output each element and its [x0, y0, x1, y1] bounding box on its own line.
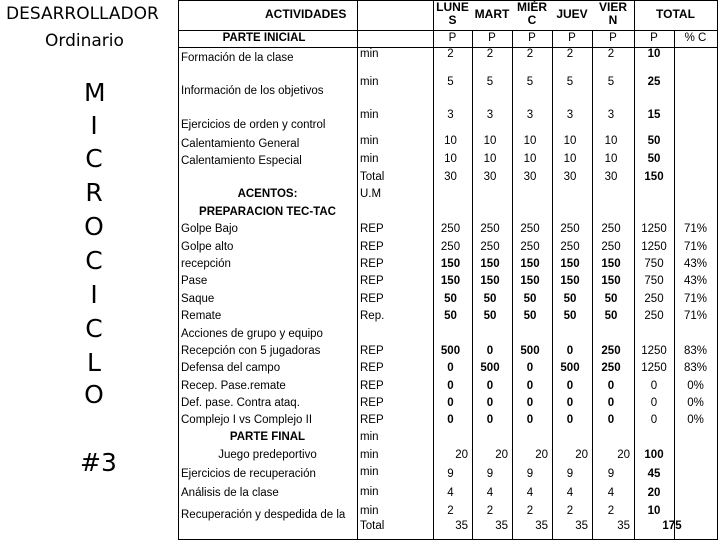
- activity-label: Información de los objetivos: [181, 85, 324, 97]
- day-value: 500: [440, 345, 461, 357]
- day-value: 4: [447, 487, 454, 499]
- day-value: 4: [526, 487, 534, 499]
- p-marker: P: [448, 32, 457, 44]
- unit-label: min: [360, 48, 379, 60]
- day-header: JUEV: [556, 7, 588, 21]
- day-value: 20: [455, 449, 468, 461]
- unit-label: min: [360, 431, 379, 443]
- vertical-letter: M: [84, 78, 106, 107]
- p-marker: P: [528, 32, 536, 44]
- day-value: 10: [604, 153, 618, 165]
- day-value: 4: [486, 487, 494, 499]
- unit-label: REP: [360, 275, 384, 287]
- unit-label: min: [360, 449, 379, 461]
- total-value: 0: [650, 397, 658, 409]
- vertical-letter: R: [85, 178, 103, 207]
- day-value: 5: [486, 76, 494, 88]
- day-value: 5: [607, 76, 615, 88]
- day-value: 250: [601, 223, 621, 235]
- unit-label: min: [360, 109, 379, 121]
- unit-label: REP: [360, 293, 384, 305]
- day-value: 5: [526, 76, 534, 88]
- day-value: 50: [563, 310, 577, 322]
- day-value: 30: [563, 171, 577, 183]
- activity-label: PREPARACION TEC-TAC: [199, 206, 336, 218]
- day-value: 10: [444, 153, 457, 165]
- percent-header: % C: [684, 32, 707, 44]
- day-value: 9: [526, 468, 534, 480]
- day-value: 4: [607, 487, 615, 499]
- activity-label: Análisis de la clase: [181, 487, 279, 499]
- percent-value: 71%: [683, 310, 708, 322]
- unit-label: REP: [360, 362, 384, 374]
- day-value: 0: [526, 362, 534, 374]
- day-value: 20: [495, 449, 508, 461]
- day-value: 150: [480, 258, 500, 270]
- total-value: 100: [644, 449, 664, 461]
- day-value: 250: [560, 241, 580, 253]
- total-value: 1250: [641, 345, 667, 357]
- role-title: DESARROLLADOR: [6, 4, 159, 24]
- unit-label: REP: [360, 223, 384, 235]
- vertical-letter: O: [84, 380, 104, 409]
- day-value: 250: [601, 362, 621, 374]
- day-value: 2: [607, 505, 615, 517]
- day-value: 250: [520, 241, 540, 253]
- actividades-header: ACTIVIDADES: [265, 7, 347, 21]
- p-marker: P: [488, 32, 496, 44]
- day-value: 30: [523, 171, 537, 183]
- day-value: 150: [440, 275, 461, 287]
- activity-label: Recepción con 5 jugadoras: [181, 345, 321, 357]
- day-value: 250: [480, 241, 500, 253]
- total-value: 175: [662, 520, 682, 532]
- grid-vline: [357, 0, 358, 540]
- day-value: 3: [607, 109, 615, 121]
- total-value: 25: [647, 76, 661, 88]
- day-value: 0: [566, 380, 574, 392]
- day-value: 35: [455, 520, 468, 532]
- day-value: 0: [526, 414, 534, 426]
- day-value: 3: [447, 109, 454, 121]
- total-value: 10: [647, 48, 661, 60]
- unit-label: min: [360, 466, 379, 478]
- vertical-letter: C: [85, 144, 103, 173]
- total-header: TOTAL: [656, 7, 695, 21]
- day-value: 0: [486, 345, 494, 357]
- activity-label: ACENTOS:: [237, 188, 298, 200]
- day-value: 150: [560, 275, 580, 287]
- day-value: 10: [563, 135, 577, 147]
- vertical-letter: O: [84, 212, 104, 241]
- day-value: 2: [607, 48, 615, 60]
- day-value: 50: [444, 310, 457, 322]
- activity-label: Defensa del campo: [181, 362, 281, 374]
- day-header: LUNE: [436, 0, 469, 14]
- day-value: 4: [566, 487, 574, 499]
- total-value: 0: [650, 414, 658, 426]
- day-value: 50: [563, 293, 577, 305]
- day-value: 2: [447, 505, 454, 517]
- day-value: 5: [447, 76, 454, 88]
- percent-value: 0%: [687, 397, 704, 409]
- day-value: 500: [480, 362, 500, 374]
- day-header: C: [527, 13, 537, 27]
- day-value: 20: [575, 449, 588, 461]
- day-value: 2: [447, 48, 454, 60]
- activity-label: Ejercicios de orden y control: [181, 119, 326, 131]
- unit-label: REP: [360, 397, 384, 409]
- day-value: 35: [575, 520, 588, 532]
- total-value: 150: [644, 171, 664, 183]
- day-value: 150: [560, 258, 580, 270]
- total-value: 45: [647, 468, 661, 480]
- day-value: 9: [566, 468, 574, 480]
- day-value: 150: [480, 275, 500, 287]
- day-value: 50: [444, 293, 457, 305]
- unit-label: Total: [360, 171, 385, 183]
- activity-label: Recuperación y despedida de la: [181, 509, 346, 521]
- day-value: 20: [535, 449, 548, 461]
- day-value: 0: [447, 380, 454, 392]
- day-value: 0: [447, 397, 454, 409]
- day-value: 250: [520, 223, 540, 235]
- day-value: 10: [563, 153, 577, 165]
- day-value: 150: [440, 258, 461, 270]
- unit-label: Total: [360, 520, 385, 532]
- activity-label: Calentamiento Especial: [181, 155, 302, 167]
- activity-label: Acciones de grupo y equipo: [181, 328, 323, 340]
- day-value: 50: [483, 310, 497, 322]
- day-value: 2: [486, 505, 494, 517]
- day-value: 150: [601, 258, 621, 270]
- day-value: 50: [483, 293, 497, 305]
- day-value: 150: [520, 258, 540, 270]
- day-header: S: [448, 13, 457, 27]
- day-value: 9: [486, 468, 494, 480]
- day-value: 500: [520, 345, 540, 357]
- day-value: 30: [483, 171, 497, 183]
- total-value: 0: [650, 380, 658, 392]
- day-header: VIER: [598, 0, 627, 14]
- day-value: 0: [607, 414, 615, 426]
- unit-label: REP: [360, 380, 384, 392]
- total-value: 750: [644, 258, 664, 270]
- activity-label: Def. pase. Contra ataq.: [181, 397, 300, 409]
- activity-label: recepción: [181, 258, 231, 270]
- total-value: 1250: [641, 223, 667, 235]
- activity-label: Remate: [181, 310, 222, 322]
- percent-value: 43%: [683, 258, 708, 270]
- total-value: 1250: [641, 362, 667, 374]
- day-value: 5: [566, 76, 574, 88]
- day-value: 10: [523, 135, 537, 147]
- percent-value: 71%: [683, 223, 708, 235]
- day-value: 10: [483, 153, 497, 165]
- day-value: 50: [604, 310, 618, 322]
- activity-label: Pase: [181, 275, 208, 287]
- day-value: 2: [486, 48, 494, 60]
- activity-label: Saque: [181, 293, 215, 305]
- day-value: 500: [560, 362, 580, 374]
- day-value: 10: [604, 135, 618, 147]
- day-value: 150: [601, 275, 621, 287]
- p-marker: P: [609, 32, 617, 44]
- unit-label: min: [360, 486, 379, 498]
- day-value: 250: [440, 241, 461, 253]
- day-value: 10: [444, 135, 457, 147]
- unit-label: min: [360, 153, 379, 165]
- activity-label: Complejo I vs Complejo II: [181, 414, 313, 426]
- vertical-letter: C: [85, 246, 103, 275]
- day-value: 0: [607, 397, 615, 409]
- activity-label: Recep. Pase.remate: [181, 380, 286, 392]
- day-value: 250: [440, 223, 461, 235]
- day-value: 9: [447, 468, 454, 480]
- percent-value: 0%: [687, 414, 704, 426]
- unit-label: REP: [360, 258, 384, 270]
- p-marker: P: [650, 32, 658, 44]
- day-value: 250: [601, 241, 621, 253]
- training-plan-sheet: [178, 0, 720, 540]
- day-value: 10: [483, 135, 497, 147]
- day-value: 35: [617, 520, 630, 532]
- day-value: 2: [566, 505, 574, 517]
- day-value: 9: [607, 468, 615, 480]
- vertical-letter: C: [85, 314, 103, 343]
- unit-label: min: [360, 505, 379, 517]
- parte-inicial-header: PARTE INICIAL: [222, 32, 306, 44]
- day-value: 0: [486, 397, 494, 409]
- day-value: 0: [526, 397, 534, 409]
- total-value: 750: [644, 275, 664, 287]
- total-value: 15: [647, 109, 661, 121]
- total-value: 10: [647, 505, 661, 517]
- activity-label: Golpe alto: [181, 241, 234, 253]
- unit-label: U.M: [360, 188, 382, 200]
- day-value: 0: [447, 414, 454, 426]
- day-value: 0: [566, 414, 574, 426]
- day-value: 30: [604, 171, 618, 183]
- day-value: 3: [566, 109, 574, 121]
- day-value: 2: [526, 48, 534, 60]
- percent-value: 71%: [683, 293, 708, 305]
- unit-label: REP: [360, 241, 384, 253]
- total-value: 20: [647, 487, 661, 499]
- day-value: 35: [535, 520, 548, 532]
- day-value: 50: [523, 310, 537, 322]
- total-value: 250: [644, 293, 664, 305]
- day-value: 10: [523, 153, 537, 165]
- day-value: 0: [607, 380, 615, 392]
- role-subtitle: Ordinario: [45, 31, 124, 51]
- day-value: 30: [444, 171, 457, 183]
- total-value: 250: [644, 310, 664, 322]
- day-value: 50: [523, 293, 537, 305]
- day-value: 0: [486, 414, 494, 426]
- day-value: 250: [560, 223, 580, 235]
- day-value: 0: [566, 345, 574, 357]
- day-header: N: [608, 13, 618, 27]
- unit-label: Rep.: [360, 310, 385, 322]
- activity-label: Ejercicios de recuperación: [181, 468, 316, 480]
- total-value: 50: [647, 153, 661, 165]
- percent-value: 71%: [683, 241, 708, 253]
- vertical-letter: I: [90, 280, 98, 309]
- day-value: 35: [495, 520, 508, 532]
- unit-label: REP: [360, 414, 384, 426]
- activity-label: Formación de la clase: [181, 52, 294, 64]
- day-value: 20: [617, 449, 630, 461]
- vertical-letter: L: [87, 348, 101, 377]
- vertical-letter: I: [90, 111, 98, 140]
- unit-label: min: [360, 76, 379, 88]
- percent-value: 43%: [683, 275, 708, 287]
- day-value: 0: [486, 380, 494, 392]
- day-value: 0: [526, 380, 534, 392]
- microcycle-number: #3: [80, 448, 117, 477]
- percent-value: 0%: [687, 380, 704, 392]
- grid-vline: [717, 0, 718, 540]
- total-value: 50: [647, 135, 661, 147]
- day-value: 250: [601, 345, 621, 357]
- left-panel: [0, 0, 175, 540]
- activity-label: Calentamiento General: [181, 138, 300, 150]
- activity-label: Juego predeportivo: [218, 449, 317, 461]
- day-value: 250: [480, 223, 500, 235]
- day-value: 3: [486, 109, 494, 121]
- p-marker: P: [568, 32, 576, 44]
- day-value: 50: [604, 293, 618, 305]
- day-header: MIÉR: [517, 0, 547, 14]
- unit-label: REP: [360, 345, 384, 357]
- unit-label: min: [360, 135, 379, 147]
- activity-label: Golpe Bajo: [181, 223, 238, 235]
- day-value: 2: [526, 505, 534, 517]
- day-value: 3: [526, 109, 534, 121]
- day-value: 0: [566, 397, 574, 409]
- percent-value: 83%: [683, 345, 708, 357]
- activity-label: PARTE FINAL: [229, 431, 306, 443]
- total-value: 1250: [641, 241, 667, 253]
- day-value: 2: [566, 48, 574, 60]
- day-header: MART: [474, 7, 510, 21]
- percent-value: 83%: [683, 362, 708, 374]
- day-value: 150: [520, 275, 540, 287]
- day-value: 0: [447, 362, 454, 374]
